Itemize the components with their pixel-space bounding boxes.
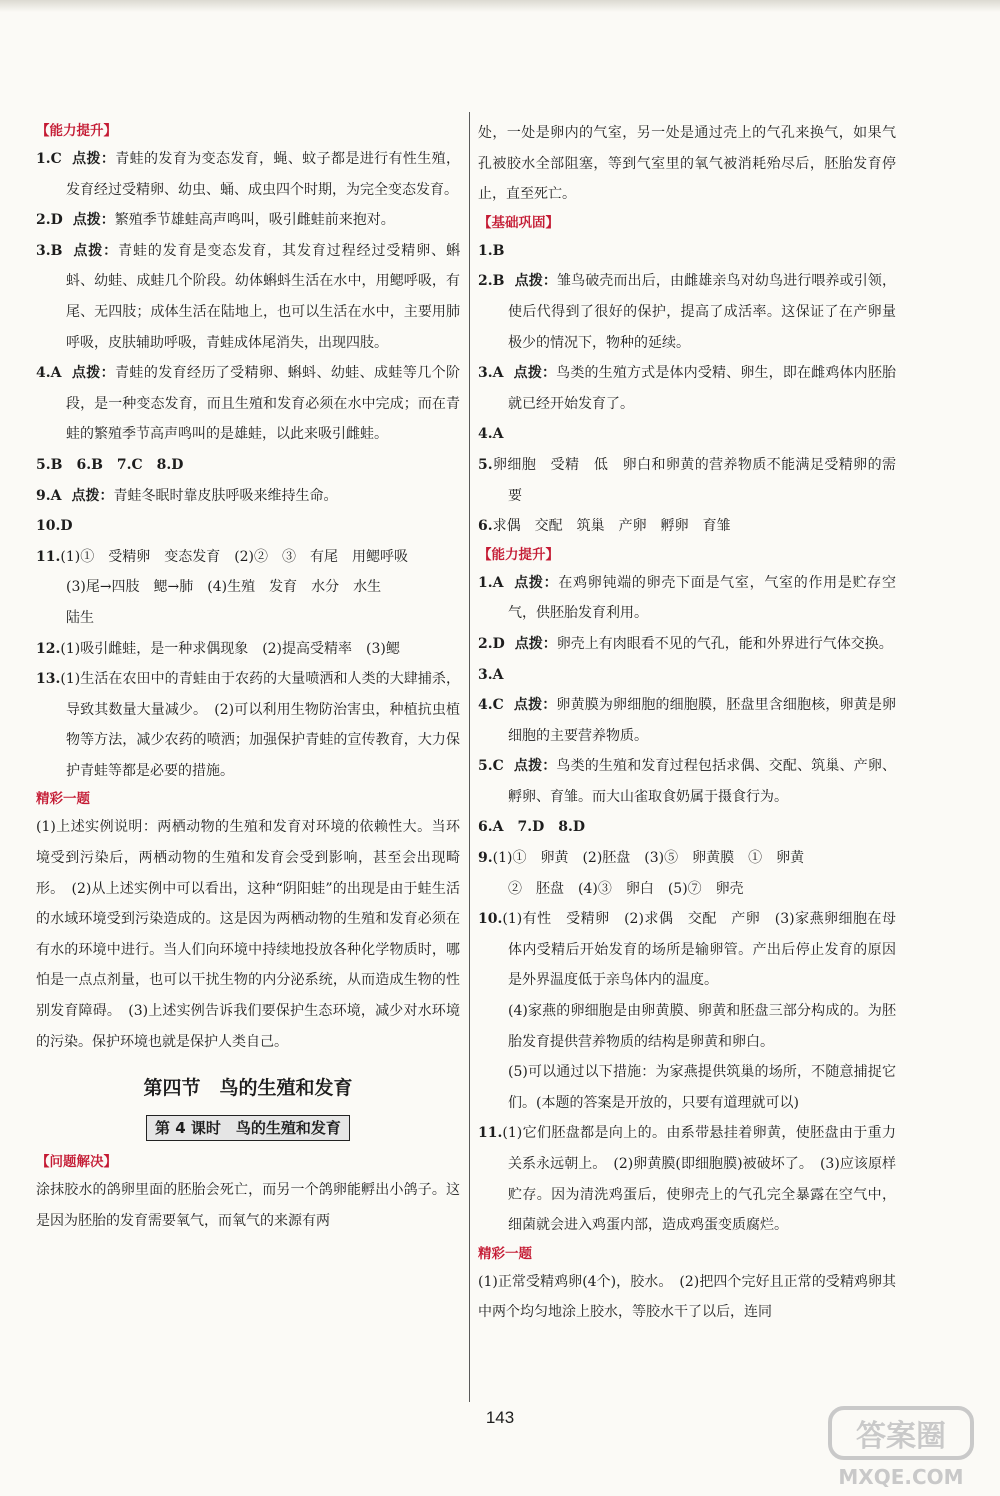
item-text: (1)吸引雌蛙，是一种求偶现象 (2)提高受精率 (3)鳃 (60, 640, 400, 657)
item-number: 2.D (36, 212, 63, 229)
section-header-ability: 【能力提升】 (36, 123, 117, 139)
item-number: 3.A (478, 365, 504, 382)
hint-label: 点拨： (513, 365, 557, 382)
answer-item (36, 634, 460, 665)
item-text: 雏鸟破壳而出后，由雌雄亲鸟对幼鸟进行喂养或引领，使后代得到了很好的保护，提高了成活率。这保证了在产卵量极少的情况下，物种的延续。 (508, 273, 897, 351)
featured-answer: (1)上述实例说明：两栖动物的生殖和发育对环境的依赖性大。当环境受到污染后，两栖动物的生殖和发育会受到影响，甚至会出现畸形。 (2)从上述实例中可以看出，这种“阴阳蛙”的出现是由于蛙生活的水域环境受到污染造成的。这是因为两栖动物的生殖和发育必须在有水的环境中进行。当人们向环境中持续地投放各种化学物质时，哪怕是一点点剂量，也可以干扰生物的内分泌系统，从而造成生物的性别发育障碍。 (3)上述实例告诉我们要保护生态环境，减少对水环境的污染。保护环境也就是保护人类自己。 (36, 819, 460, 1050)
hint-label: 点拨： (514, 635, 557, 652)
section-header-featured: 精彩一题 (478, 1245, 532, 1262)
right-column (478, 118, 896, 1328)
item-number: 9. (478, 850, 493, 867)
hint-label: 点拨： (514, 273, 557, 290)
answer-item (36, 481, 460, 512)
problem-answer-continued: 处，一处是卵内的气室，另一处是通过壳上的气孔来换气，如果气孔被胶水全部阻塞，等到气室里的氧气被消耗殆尽后，胚胎发育停止，直至死亡。 (478, 125, 896, 203)
answer-item (478, 511, 896, 542)
answer-item (36, 542, 460, 634)
section-header-basic: 【基础巩固】 (478, 214, 559, 231)
item-text: 青蛙的发育经历了受精卵、蝌蚪、幼蛙、成蛙等几个阶段，是一种变态发育，而且生殖和发育必须在水中完成；而在青蛙的繁殖季节高声鸣叫的是雄蛙，以此来吸引雌蛙。 (66, 365, 461, 443)
section-title: 第四节 鸟的生殖和发育 (143, 1077, 353, 1100)
answer-item (36, 664, 460, 786)
hint-label: 点拨： (513, 758, 557, 775)
hint-label: 点拨： (72, 212, 115, 229)
answer-item (36, 236, 460, 358)
item-number: 5.C (478, 758, 504, 775)
answer-item (36, 205, 460, 236)
item-text: (4)家燕的卵细胞是由卵黄膜、卵黄和胚盘三部分构成的。为胚胎发育提供营养物质的结构是卵黄和卵白。 (508, 1003, 896, 1050)
item-text: 卵细胞 受精 低 卵白和卵黄的营养物质不能满足受精卵的需要 (492, 456, 896, 504)
item-text: 4.A (478, 426, 504, 443)
answer-item (478, 904, 896, 1118)
item-text: (1)它们胚盘都是向上的。由系带悬挂着卵黄，使胚盘由于重力关系永远朝上。 (2)卵黄膜(即细胞膜)被破坏了。 (3)应该原样贮存。因为清洗鸡蛋后，使卵壳上的气孔完全暴露在空气中，细菌就会进入鸡蛋内部，造成鸡蛋变质腐烂。 (502, 1125, 896, 1234)
section-header-problem: 【问题解决】 (36, 1154, 117, 1171)
item-text: (1)① 受精卵 变态发育 (2)② ③ 有尾 用鳃呼吸 (60, 548, 409, 565)
watermark-logo (826, 1404, 976, 1490)
answer-item (478, 843, 896, 904)
item-text: 6.A 7.D 8.D (478, 819, 585, 836)
item-number: 11. (478, 1125, 503, 1142)
column-divider (469, 112, 470, 1402)
answer-item (478, 450, 896, 511)
featured-answer: (1)正常受精鸡卵(4个)，胶水。 (2)把四个完好且正常的受精鸡卵其中两个均匀地涂上胶水，等胶水干了以后，连同 (478, 1273, 896, 1321)
answer-item (478, 1118, 896, 1240)
item-number: 6. (478, 518, 493, 535)
section-header-featured: 精彩一题 (36, 791, 90, 808)
item-text: 鸟类的生殖方式是体内受精、卵生，即在雌鸡体内胚胎就已经开始发育了。 (508, 365, 897, 412)
item-number: 2.B (478, 273, 505, 290)
item-text: 求偶 交配 筑巢 产卵 孵卵 育雏 (492, 518, 731, 535)
item-text: 青蛙冬眠时靠皮肤呼吸来维持生命。 (113, 487, 338, 504)
hint-label: 点拨： (513, 574, 559, 591)
answer-item (478, 629, 896, 660)
item-text: 青蛙的发育为变态发育，蝇、蚊子都是进行有性生殖，发育经过受精卵、幼虫、蛹、成虫四个时期，为完全变态发育。 (66, 151, 461, 198)
item-text: 10.D (36, 518, 73, 535)
item-text: 卵壳上有肉眼看不见的气孔，能和外界进行气体交换。 (556, 635, 893, 652)
item-text: 青蛙的发育是变态发育，其发育过程经过受精卵、蝌蚪、幼蛙、成蛙几个阶段。幼体蝌蚪生活在水中，用鳃呼吸，有尾、无四肢；成体生活在陆地上，也可以生活在水中，主要用肺呼吸，皮肤辅助呼吸，青蛙成体尾消失，出现四肢。 (66, 242, 461, 351)
answer-item (478, 236, 896, 267)
item-text: (1)有性 受精卵 (2)求偶 交配 产卵 (3)家燕卵细胞在母体内受精后开始发育的场所是输卵管。产出后停止发育的原因是外界温度低于亲鸟体内的温度。 (502, 911, 896, 989)
item-number: 4.A (36, 365, 62, 382)
item-text: (1)① 卵黄 (2)胚盘 (3)⑤ 卵黄膜 ① 卵黄 (492, 850, 805, 867)
item-number: 12. (36, 640, 61, 657)
item-text: ② 胚盘 (4)③ 卵白 (5)⑦ 卵壳 (508, 880, 744, 897)
answer-item (478, 812, 896, 843)
answer-item (36, 358, 460, 450)
answer-item (478, 419, 896, 450)
answer-item (478, 266, 896, 358)
item-text: 5.B 6.B 7.C 8.D (36, 456, 184, 473)
item-text: 卵黄膜为卵细胞的细胞膜，胚盘里含细胞核，卵黄是卵细胞的主要营养物质。 (508, 697, 897, 744)
item-number: 13. (36, 671, 61, 688)
problem-answer: 涂抹胶水的鸽卵里面的胚胎会死亡，而另一个鸽卵能孵出小鸽子。这是因为胚胎的发育需要氧气，而氧气的来源有两 (36, 1182, 460, 1229)
answer-item (478, 751, 896, 812)
item-text: (3)尾→四肢 鳃→肺 (4)生殖 发育 水分 水生 (66, 579, 382, 596)
section-header-ability: 【能力提升】 (478, 546, 559, 563)
hint-label: 点拨： (71, 151, 116, 167)
item-text: 陆生 (66, 609, 94, 626)
item-text: 繁殖季节雄蛙高声鸣叫，吸引雌蛙前来抱对。 (114, 212, 395, 229)
watermark-top: 答案圈 (856, 1419, 946, 1454)
item-number: 3.B (36, 242, 63, 259)
item-text: 1.B (478, 242, 505, 259)
answer-item (478, 568, 896, 629)
item-text: 鸟类的生殖和发育过程包括求偶、交配、筑巢、产卵、孵卵、育雏。而大山雀取食奶属于摄食行为。 (508, 758, 897, 805)
answer-item (478, 690, 896, 751)
answer-item (478, 358, 896, 419)
lesson-title: 第 4 课时 鸟的生殖和发育 (146, 1115, 350, 1141)
item-number: 4.C (478, 697, 504, 714)
item-text: (1)生活在农田中的青蛙由于农药的大量喷洒和人类的大肆捕杀，导致其数量大量减少。 (2)可以利用生物防治害虫，种植抗虫植物等方法，减少农药的喷洒；加强保护青蛙的宣传教育，大力保护青蛙等都是必要的措施。 (60, 671, 460, 779)
page-number: 143 (485, 1408, 515, 1427)
item-text: 在鸡卵钝端的卵壳下面是气室，气室的作用是贮存空气，供胚胎发育利用。 (508, 574, 897, 622)
item-number: 9.A (36, 487, 62, 504)
item-number: 1.A (478, 574, 504, 591)
scan-edge (0, 0, 1000, 12)
item-text: (5)可以通过以下措施：为家燕提供筑巢的场所，不随意捕捉它们。(本题的答案是开放的，只要有道理就可以) (508, 1064, 896, 1111)
item-text: 3.A (478, 666, 504, 683)
left-column (36, 118, 460, 1236)
answer-item (36, 450, 460, 481)
item-number: 1.C (36, 151, 62, 167)
item-number: 5. (478, 456, 493, 473)
hint-label: 点拨： (71, 365, 116, 382)
item-number: 2.D (478, 635, 505, 652)
hint-label: 点拨： (72, 242, 119, 259)
item-number: 11. (36, 548, 61, 565)
hint-label: 点拨： (71, 487, 114, 504)
hint-label: 点拨： (513, 697, 557, 714)
answer-item (36, 144, 460, 205)
answer-item (36, 511, 460, 542)
watermark-bottom: MXQE.COM (838, 1465, 964, 1489)
answer-item (478, 660, 896, 691)
item-number: 10. (478, 911, 503, 928)
